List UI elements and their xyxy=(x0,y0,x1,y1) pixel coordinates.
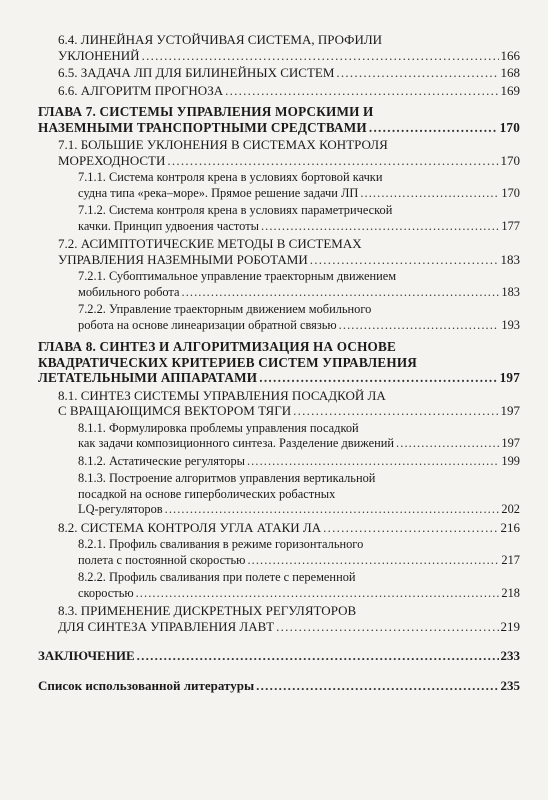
dot-leader xyxy=(256,678,498,694)
toc-entry xyxy=(58,603,520,634)
dot-leader xyxy=(396,436,499,452)
toc-page-number: 219 xyxy=(500,618,520,634)
toc-entry-title-line: LQ-регуляторов xyxy=(78,502,163,516)
dot-leader xyxy=(225,83,498,99)
toc-entry-title-line: 7.2. АСИМПТОТИЧЕСКИЕ МЕТОДЫ В СИСТЕМАХ xyxy=(58,236,362,251)
toc-entry xyxy=(78,421,520,452)
toc-page-number: 199 xyxy=(501,453,520,468)
toc-entry-title-line: качки. Принцип удвоения частоты xyxy=(78,218,259,233)
toc-page-number: 183 xyxy=(501,284,520,299)
toc-entry xyxy=(78,170,520,201)
toc-page-number: 233 xyxy=(500,648,520,663)
toc-entry-title-line: УКЛОНЕНИЙ xyxy=(58,47,140,63)
toc-page-number: 177 xyxy=(501,218,520,233)
toc-page-number: 170 xyxy=(501,185,520,200)
toc-entry xyxy=(38,648,520,664)
dot-leader xyxy=(261,219,499,235)
toc-entry xyxy=(58,520,520,536)
toc-entry-title-line: ГЛАВА 8. СИНТЕЗ И АЛГОРИТМИЗАЦИЯ НА ОСНОВЕ xyxy=(38,339,396,354)
toc-entry-title-line: скоростью xyxy=(78,585,134,600)
toc-entry-title-line: С ВРАЩАЮЩИМСЯ ВЕКТОРОМ ТЯГИ xyxy=(58,403,292,418)
toc-entry xyxy=(38,104,520,135)
toc-entry-title-line: УПРАВЛЕНИЯ НАЗЕМНЫМИ РОБОТАМИ xyxy=(58,251,308,267)
dot-leader xyxy=(247,454,499,470)
toc-entry-title-line: 7.1.2. Система контроля крена в условиях параметрической xyxy=(78,203,393,217)
toc-entry-title-line: КВАДРАТИЧЕСКИХ КРИТЕРИЕВ СИСТЕМ УПРАВЛЕНИЯ xyxy=(38,354,418,370)
toc-entry-title-line: 8.2.1. Профиль сваливания в режиме горизонтального xyxy=(78,537,364,551)
toc-page-number: 217 xyxy=(501,552,520,567)
toc-entry-title-line: робота на основе линеаризации обратной связью xyxy=(78,317,337,332)
dot-leader xyxy=(137,648,499,664)
toc-entry xyxy=(58,388,520,419)
toc-page-number: 166 xyxy=(500,47,520,63)
toc-entry-title-line: 8.2.2. Профиль сваливания при полете с переменной xyxy=(78,570,356,584)
dot-leader xyxy=(310,252,499,268)
toc-page-number: 216 xyxy=(500,519,520,535)
toc-entry-title-line: как задачи композиционного синтеза. Разделение движений xyxy=(78,436,395,450)
toc-entry xyxy=(58,32,520,63)
toc-page-number: 197 xyxy=(499,370,520,385)
toc-page-number: 202 xyxy=(501,502,520,516)
toc-page-number: 170 xyxy=(499,119,520,135)
dot-leader xyxy=(247,553,499,569)
toc-entry-title-line: 7.2.1. Субоптимальное управление траекторным движением xyxy=(78,269,397,283)
toc-entry-title-line: ЗАКЛЮЧЕНИЕ xyxy=(38,648,135,663)
toc-entry-title-line: ЛЕТАТЕЛЬНЫМИ АППАРАТАМИ xyxy=(38,370,258,385)
toc-entry-title-line: полета с постоянной скоростью xyxy=(78,552,246,567)
toc-page-number: 168 xyxy=(500,65,520,80)
toc-entry-title-line: 7.1.1. Система контроля крена в условиях бортовой качки xyxy=(78,170,383,184)
dot-leader xyxy=(293,403,498,419)
dot-leader xyxy=(136,586,500,602)
toc-page-number: 193 xyxy=(501,317,520,332)
toc-page-number: 235 xyxy=(500,677,520,693)
dot-leader xyxy=(336,65,498,81)
toc-entry-title-line: мобильного робота xyxy=(78,284,180,299)
toc-entry-title-line: 8.1.1. Формулировка проблемы управления посадкой xyxy=(78,420,359,435)
toc-entry-title-line: 6.6. АЛГОРИТМ ПРОГНОЗА xyxy=(58,82,224,98)
dot-leader xyxy=(276,619,498,635)
toc-entry-title-line: 8.1. СИНТЕЗ СИСТЕМЫ УПРАВЛЕНИЯ ПОСАДКОЙ ЛА xyxy=(58,387,386,403)
toc-entry xyxy=(78,269,520,300)
toc-entry-title-line: 8.1.3. Построение алгоритмов управления вертикальной xyxy=(78,471,376,485)
dot-leader xyxy=(167,153,498,169)
dot-leader xyxy=(259,370,497,386)
toc-entry xyxy=(78,570,520,601)
toc-entry-title-line: Список использованной литературы xyxy=(38,677,255,693)
toc-entry xyxy=(58,83,520,99)
toc-entry-title-line: ДЛЯ СИНТЕЗА УПРАВЛЕНИЯ ЛАВТ xyxy=(58,618,275,634)
toc-entry-title-line: 8.1.2. Астатические регуляторы xyxy=(78,453,245,468)
toc-entry xyxy=(78,537,520,568)
dot-leader xyxy=(339,318,500,334)
toc-entry xyxy=(78,302,520,333)
toc-page-number: 218 xyxy=(501,585,520,600)
toc-entry xyxy=(58,65,520,81)
toc-entry xyxy=(58,137,520,168)
table-of-contents xyxy=(38,30,520,693)
toc-page-number: 183 xyxy=(500,251,520,267)
toc-entry xyxy=(38,678,520,694)
toc-entry xyxy=(78,203,520,234)
toc-entry xyxy=(78,454,520,470)
dot-leader xyxy=(182,285,500,301)
toc-entry-title-line: 8.3. ПРИМЕНЕНИЕ ДИСКРЕТНЫХ РЕГУЛЯТОРОВ xyxy=(58,603,357,618)
toc-entry xyxy=(78,471,520,518)
toc-entry-title-line: ГЛАВА 7. СИСТЕМЫ УПРАВЛЕНИЯ МОРСКИМИ И xyxy=(38,104,374,119)
dot-leader xyxy=(360,186,499,202)
toc-entry xyxy=(38,339,520,386)
dot-leader xyxy=(323,520,498,536)
toc-entry-title-line: 8.2. СИСТЕМА КОНТРОЛЯ УГЛА АТАКИ ЛА xyxy=(58,519,322,535)
toc-entry-title-line: 6.5. ЗАДАЧА ЛП ДЛЯ БИЛИНЕЙНЫХ СИСТЕМ xyxy=(58,65,335,80)
toc-entry-title-line: 7.1. БОЛЬШИЕ УКЛОНЕНИЯ В СИСТЕМАХ КОНТРОЛЯ xyxy=(58,137,388,152)
toc-entry-title-line: МОРЕХОДНОСТИ xyxy=(58,152,166,168)
dot-leader xyxy=(165,502,500,518)
toc-entry-title-line: посадкой на основе гиперболических робастных xyxy=(78,486,336,501)
toc-entry xyxy=(58,236,520,267)
toc-page-number: 169 xyxy=(500,82,520,98)
toc-entry-title-line: 6.4. ЛИНЕЙНАЯ УСТОЙЧИВАЯ СИСТЕМА, ПРОФИЛИ xyxy=(58,32,383,47)
toc-entry-title-line: 7.2.2. Управление траекторным движением мобильного xyxy=(78,302,372,316)
toc-page-number: 197 xyxy=(501,436,520,450)
toc-page-number: 197 xyxy=(500,403,520,418)
dot-leader xyxy=(369,120,498,136)
toc-page-number: 170 xyxy=(500,152,520,168)
dot-leader xyxy=(142,48,499,64)
toc-entry-title-line: судна типа «река–море». Прямое решение задачи ЛП xyxy=(78,185,359,200)
toc-entry-title-line: НАЗЕМНЫМИ ТРАНСПОРТНЫМИ СРЕДСТВАМИ xyxy=(38,119,367,135)
